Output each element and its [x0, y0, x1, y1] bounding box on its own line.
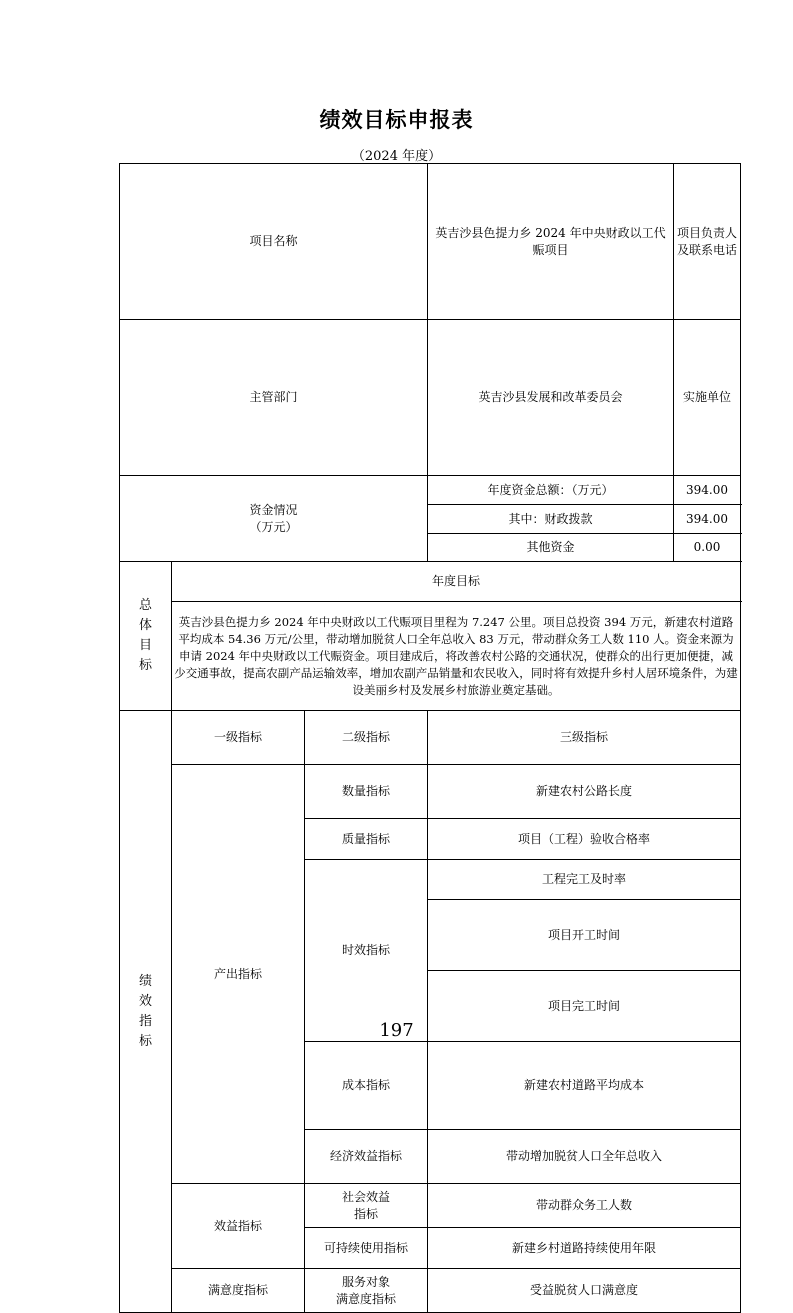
overall-text-row: [120, 602, 741, 711]
project-name-label: 项目名称: [120, 164, 428, 320]
satisfaction-indicator-item: 受益脱贫人口满意度: [428, 1269, 741, 1313]
department-row: [120, 320, 741, 476]
cost-indicator-item: 新建农村道路平均成本: [428, 1042, 741, 1130]
project-name-value: 英吉沙县色提力乡 2024 年中央财政以工代赈项目: [428, 164, 674, 320]
overall-header-row: [120, 562, 741, 602]
social-indicator-label: 社会效益 指标: [305, 1184, 428, 1228]
indicator-header-row: [120, 711, 741, 765]
funds-other-value: 0.00: [674, 534, 741, 562]
overall-text: 英吉沙县色提力乡 2024 年中央财政以工代赈项目里程为 7.247 公里。项目总投资 394 万元，新建农村道路平均成本 54.36 万元/公里，带动增加脱贫人口全年总收入 83 万元，带动群众务工人数 110 人。资金来源为申请 2024 年中央财政以工代赈资金。项目建成后，将改善农村公路的交通状况，使群众的出行更加便捷，减少交通事故，提高农副产品运输效率，增加农副产品销量和农民收入，同时将有效提升乡村人居环境条件，为建设美丽乡村及发展乡村旅游业奠定基础。: [172, 602, 741, 711]
header-level3: 三级指标: [428, 711, 741, 765]
timeliness-item-1: 工程完工及时率: [428, 860, 741, 900]
economic-indicator-label: 经济效益指标: [305, 1130, 428, 1184]
header-level2: 二级指标: [305, 711, 428, 765]
project-name-row: [120, 164, 741, 320]
header-level1: 一级指标: [172, 711, 305, 765]
overall-header: 年度目标: [172, 562, 741, 602]
benefit-indicator-label: 效益指标: [172, 1184, 305, 1269]
dept-label: 主管部门: [120, 320, 428, 476]
funds-other-label: 其他资金: [428, 534, 674, 562]
funds-label: 资金情况 （万元）: [120, 476, 428, 562]
quantity-indicator-label: 数量指标: [305, 765, 428, 819]
indicator-row: [120, 765, 741, 819]
page-title: 绩效目标申报表: [319, 107, 474, 132]
quality-indicator-label: 质量指标: [305, 819, 428, 860]
funds-fiscal-label: 其中：财政拨款: [428, 505, 674, 534]
contact-label: 项目负责人及联系电话: [674, 164, 741, 320]
social-indicator-item: 带动群众务工人数: [428, 1184, 741, 1228]
quantity-indicator-item: 新建农村公路长度: [428, 765, 741, 819]
timeliness-item-2: 项目开工时间: [428, 900, 741, 971]
performance-side-label: 绩效指标: [120, 711, 172, 1313]
funds-total-value: 394.00: [674, 476, 741, 505]
timeliness-indicator-label: 时效指标: [305, 860, 428, 1042]
funds-row-total: [120, 476, 741, 505]
funds-fiscal-value: 394.00: [674, 505, 741, 534]
satisfaction-indicator-label: 满意度指标: [172, 1269, 305, 1313]
cost-indicator-label: 成本指标: [305, 1042, 428, 1130]
dept-value: 英吉沙县发展和改革委员会: [428, 320, 674, 476]
sustainable-indicator-label: 可持续使用指标: [305, 1228, 428, 1269]
satisfaction-sub-label: 服务对象 满意度指标: [305, 1269, 428, 1313]
quality-indicator-item: 项目（工程）验收合格率: [428, 819, 741, 860]
output-indicator-label: 产出指标: [172, 765, 305, 1184]
funds-total-label: 年度资金总额：（万元）: [428, 476, 674, 505]
sustainable-indicator-item: 新建乡村道路持续使用年限: [428, 1228, 741, 1269]
indicator-row: [120, 1269, 741, 1313]
page-subtitle-year: （2024 年度）: [351, 149, 442, 164]
indicator-row: [120, 1184, 741, 1228]
overall-side-label: 总体目标: [120, 562, 172, 711]
economic-indicator-item: 带动增加脱贫人口全年总收入: [428, 1130, 741, 1184]
page-number: 197: [379, 1020, 414, 1041]
timeliness-item-3: 项目完工时间: [428, 971, 741, 1042]
performance-target-table: [119, 163, 741, 1313]
impl-label: 实施单位: [674, 320, 741, 476]
